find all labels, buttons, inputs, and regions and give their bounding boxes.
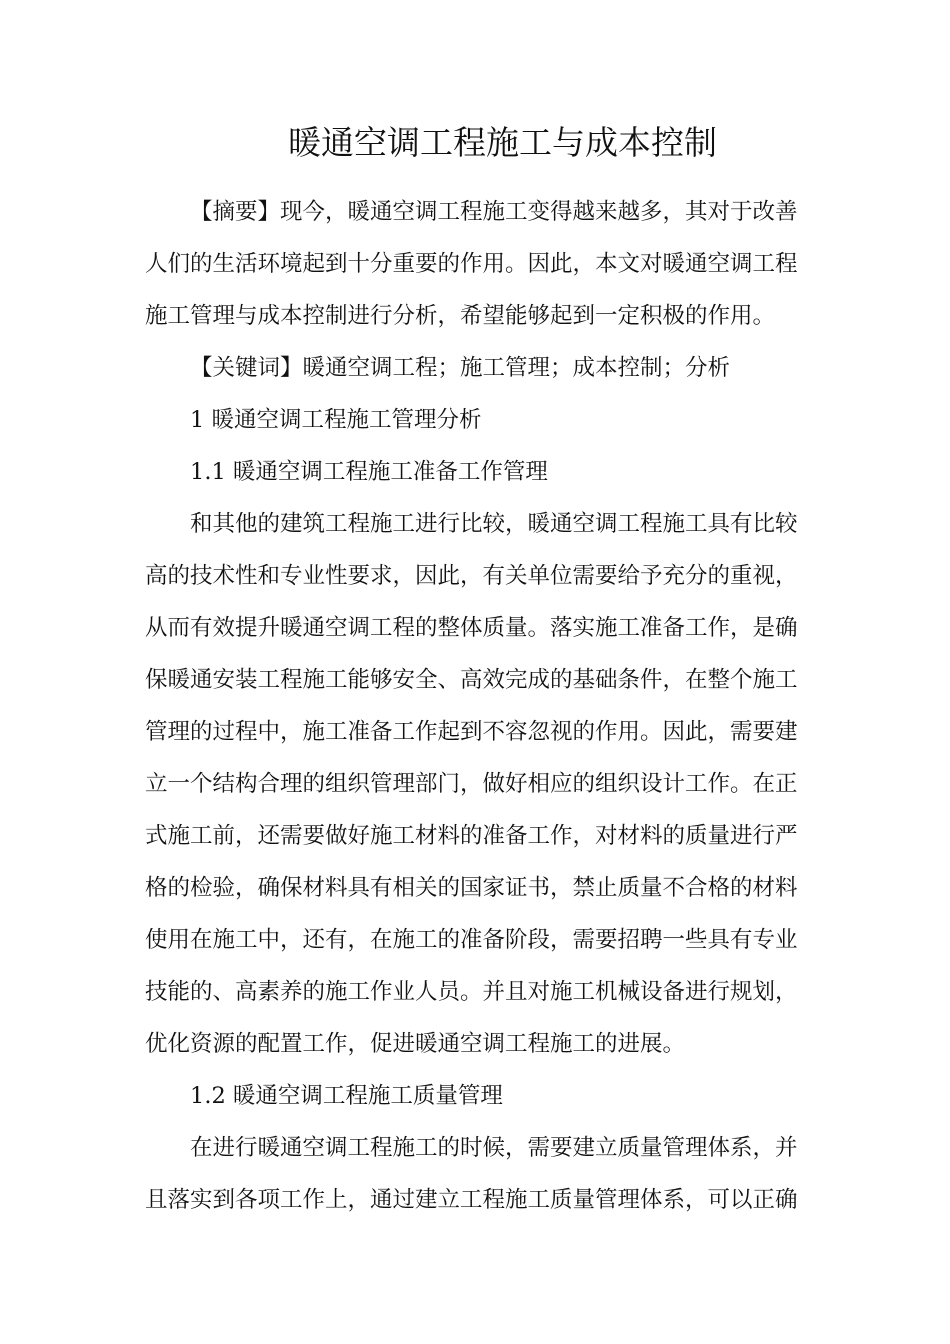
- keywords-line: 【关键词】暖通空调工程；施工管理；成本控制；分析: [190, 355, 731, 381]
- paragraph-line: 保暖通安装工程施工能够安全、高效完成的基础条件，在整个施工: [145, 667, 798, 693]
- paragraph-line: 式施工前，还需要做好施工材料的准备工作，对材料的质量进行严: [145, 823, 798, 849]
- abstract-line: 人们的生活环境起到十分重要的作用。因此，本文对暖通空调工程: [145, 251, 798, 277]
- paragraph-line: 使用在施工中，还有，在施工的准备阶段，需要招聘一些具有专业: [145, 927, 798, 953]
- paragraph-line: 和其他的建筑工程施工进行比较，暖通空调工程施工具有比较: [190, 511, 798, 537]
- paragraph-line: 管理的过程中，施工准备工作起到不容忽视的作用。因此，需要建: [145, 719, 798, 745]
- paragraph-line: 立一个结构合理的组织管理部门，做好相应的组织设计工作。在正: [145, 771, 798, 797]
- subsection-heading: 1.2 暖通空调工程施工质量管理: [190, 1083, 503, 1109]
- subsection-heading: 1.1 暖通空调工程施工准备工作管理: [190, 459, 548, 485]
- paragraph-line: 技能的、高素养的施工作业人员。并且对施工机械设备进行规划，: [145, 979, 798, 1005]
- paragraph-line: 优化资源的配置工作，促进暖通空调工程施工的进展。: [145, 1031, 686, 1057]
- section-heading: 1 暖通空调工程施工管理分析: [190, 407, 482, 433]
- paragraph-line: 在进行暖通空调工程施工的时候，需要建立质量管理体系，并: [190, 1135, 798, 1161]
- paragraph-line: 高的技术性和专业性要求，因此，有关单位需要给予充分的重视，: [145, 563, 798, 589]
- document-title: 暖通空调工程施工与成本控制: [288, 123, 717, 162]
- paragraph-line: 且落实到各项工作上，通过建立工程施工质量管理体系，可以正确: [145, 1187, 798, 1213]
- abstract-line: 【摘要】现今，暖通空调工程施工变得越来越多，其对于改善: [190, 199, 798, 225]
- paragraph-line: 从而有效提升暖通空调工程的整体质量。落实施工准备工作，是确: [145, 615, 798, 641]
- paragraph-line: 格的检验，确保材料具有相关的国家证书，禁止质量不合格的材料: [145, 875, 798, 901]
- abstract-line: 施工管理与成本控制进行分析，希望能够起到一定积极的作用。: [145, 303, 776, 329]
- document-body: [145, 186, 798, 1226]
